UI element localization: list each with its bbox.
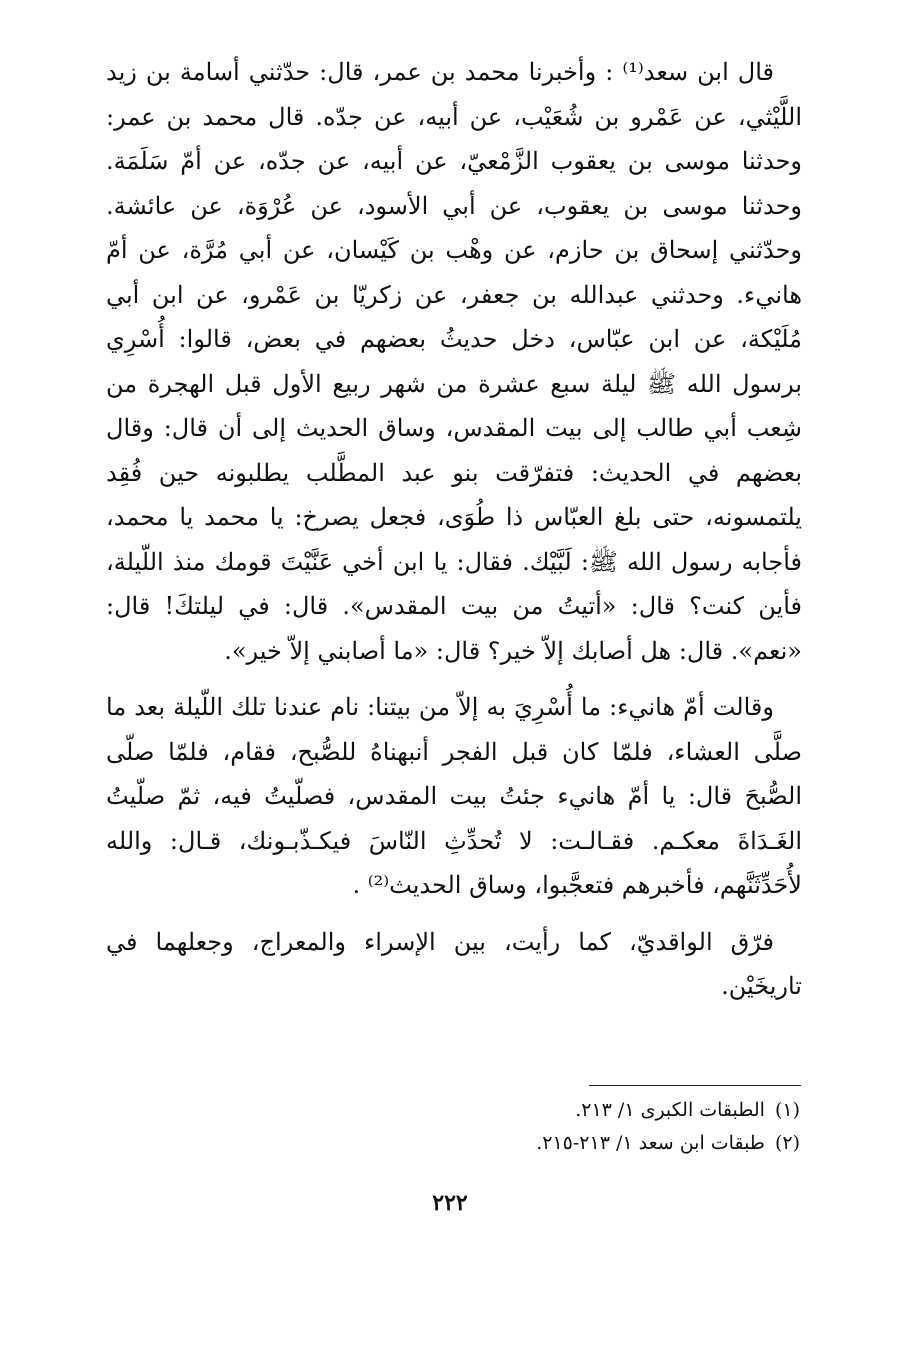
page-number: ٢٢٢ — [432, 1190, 468, 1216]
footnotes — [300, 1094, 800, 1160]
footnote-1 — [300, 1094, 800, 1127]
paragraph-2: وقالت أمّ هانيء: ما أُسْرِيَ به إلاّ من بيتنا: نام عندنا تلك اللّيلة بعد ما صلَّى العشاء، فلمّا كان قبل الفجر أنبهناهُ للصُّبح، فقام، فلمّا صلّى الصُّبحَ قال: يا أمّ هانيء جئتُ بيت المقدس، فصلّيتُ فيه، ثمّ صلّيتُ الغَـدَاةَ معكـم. فقـالـت: لا تُحدِّثِ النّاسَ فيكـذّبـونك، قـال: والله لأُحَدِّثَنَّهم، فأخبرهم فتعجَّبوا، وساق الحديث⁽²⁾ . — [106, 693, 802, 899]
footnote-text: طبقات ابن سعد ١/ ٢١٣-٢١٥. — [536, 1132, 765, 1154]
footnote-number: (١) — [774, 1099, 800, 1121]
footnote-divider — [589, 1085, 801, 1086]
paragraph-1: قال ابن سعد⁽¹⁾ : وأخبرنا محمد بن عمر، قال: حدّثني أسامة بن زيد اللَّيْثي، عن عَمْرو بن شُعَيْب، عن أبيه، عن جدّه. قال محمد بن عمر: وحدثنا موسى بن يعقوب الزَّمْعيّ، عن أبيه، عن جدّه، عن أمّ سَلَمَة. وحدثنا موسى بن يعقوب، عن أبي الأسود، عن عُرْوَة، عن عائشة. وحدّثني إسحاق بن حازم، عن وهْب بن كَيْسان، عن أبي مُرَّة، عن أمّ هانيء. وحدثني عبدالله بن جعفر، عن زكريّا بن عَمْرو، عن ابن أبي مُلَيْكة، عن ابن عبّاس، دخل حديثُ بعضهم في بعض، قالوا: أُسْرِي برسول الله ﷺ ليلة سبع عشرة من شهر ربيع الأول قبل الهجرة من شِعب أبي طالب إلى بيت المقدس، وساق الحديث إلى أن قال: وقال بعضهم في الحديث: فتفرّقت بنو عبد المطَّلب يطلبونه حين فُقِد يلتمسونه، حتى بلغ العبّاس ذا طُوَى، فجعل يصرخ: يا محمد يا محمد، فأجابه رسول الله ﷺ: لَبَّيْك. فقال: يا ابن أخي عَنَّيْتَ قومك منذ اللّيلة، فأين كنت؟ قال: «أتيتُ من بيت المقدس». قال: في ليلتكَ! قال: «نعم». قال: هل أصابك إلاّ خير؟ قال: «ما أصابني إلاّ خير». — [106, 58, 802, 665]
footnote-number: (٢) — [774, 1132, 800, 1154]
footnote-2 — [300, 1127, 800, 1160]
paragraph-3: فرّق الواقديّ، كما رأيت، بين الإسراء والمعراج، وجعلهما في تاريخَيْن. — [106, 927, 802, 1000]
main-text — [106, 50, 802, 1009]
footnote-text: الطبقات الكبرى ١/ ٢١٣. — [575, 1099, 765, 1121]
